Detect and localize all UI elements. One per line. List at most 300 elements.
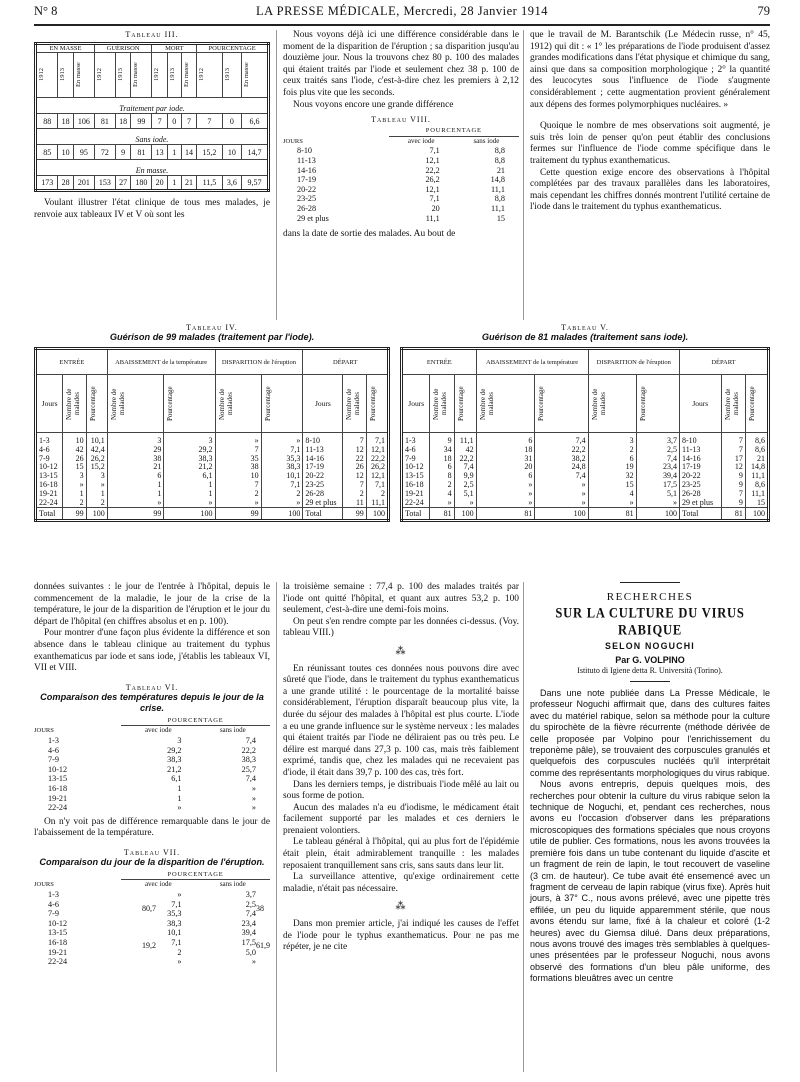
journal-title: LA PRESSE MÉDICALE, Mercredi, 28 Janvier 1914 xyxy=(256,4,548,18)
sub-header xyxy=(215,375,261,433)
table-7-title: Tableau VII. xyxy=(123,847,181,857)
sub-header: Jours xyxy=(36,375,63,433)
table-cell: 100 xyxy=(535,508,588,521)
table-cell: 11-13 xyxy=(303,446,343,455)
table-cell: 7-9 xyxy=(402,455,430,464)
col-header: ENTRÉE xyxy=(402,349,477,375)
sub-header-label: Nombre de malades xyxy=(345,387,362,420)
table-cell: 17-19 xyxy=(297,175,317,185)
table-cell: 7,1 xyxy=(429,146,440,156)
table-cell: 7 xyxy=(721,490,745,499)
article-institute: Istituto di Igiene detta R. Università (Torino). xyxy=(577,666,723,675)
table-8 xyxy=(283,126,519,223)
table-cell: 26 xyxy=(63,455,86,464)
table-cell: 22,2 xyxy=(454,455,476,464)
table-cell: 8,6 xyxy=(745,433,768,446)
table-cell: 38 xyxy=(215,463,261,472)
table-cell: 15 xyxy=(63,463,86,472)
sub-header xyxy=(366,375,388,433)
group-sum: 19,2 xyxy=(142,940,156,950)
table-cell: 11,1 xyxy=(454,433,476,446)
table-row xyxy=(34,890,270,900)
table-cell: 38 xyxy=(107,455,164,464)
sub-header xyxy=(430,375,454,433)
sub-header-label: Pourcentage xyxy=(88,386,97,421)
table-cell: 2 xyxy=(177,947,182,957)
table-cell: 26,2 xyxy=(86,455,107,464)
table-6-subtitle: Comparaison des températures depuis le jour de la crise. xyxy=(40,691,264,713)
sub-header-label: Nombre de malades xyxy=(217,387,234,420)
col-header: DISPARITION de l'éruption xyxy=(215,349,303,375)
table-cell: 81 xyxy=(94,114,115,129)
table-cell: 12,1 xyxy=(366,472,388,481)
table-cell: 2,5 xyxy=(454,481,476,490)
column-2-bottom xyxy=(283,582,519,954)
sub-header-label: Pourcentage xyxy=(747,386,756,421)
table-cell: 14-16 xyxy=(303,455,343,464)
sub-header xyxy=(242,53,269,98)
table-row xyxy=(34,919,270,929)
col-header: avec iode xyxy=(144,880,172,889)
group-header: EN MASSE xyxy=(36,44,95,53)
sub-header-label: Pourcentage xyxy=(638,386,647,421)
table-cell: 19 xyxy=(588,463,636,472)
sub-header-label: 1913 xyxy=(223,68,231,82)
table-cell: 22-24 xyxy=(36,499,63,508)
table-cell: 19-21 xyxy=(36,490,63,499)
sub-header: Jours xyxy=(679,375,721,433)
table-cell: 2 xyxy=(63,499,86,508)
table-row xyxy=(36,176,269,191)
table-cell: 7 xyxy=(215,481,261,490)
table-cell: 7,4 xyxy=(245,735,256,745)
table-cell: 11,1 xyxy=(490,203,505,213)
table-cell: 34 xyxy=(430,446,454,455)
sub-header-label: En masse xyxy=(243,62,251,88)
table-cell: 8,8 xyxy=(494,146,505,156)
col-header: ABAISSEMENT de la température xyxy=(107,349,215,375)
table-cell: 99 xyxy=(131,114,152,129)
table-cell: 100 xyxy=(86,508,107,521)
table-cell: 5,1 xyxy=(454,490,476,499)
sub-header xyxy=(476,375,535,433)
table-cell: 1 xyxy=(177,793,182,803)
table-cell: 17,5 xyxy=(241,938,256,948)
table-cell: » xyxy=(164,499,215,508)
table-cell: 2 xyxy=(215,490,261,499)
table-cell: 29 et plus xyxy=(679,499,721,508)
text-paragraph: On n'y voit pas de différence remarquable dans le jour de l'abaissement de la température. xyxy=(34,816,270,839)
table-cell: 17-19 xyxy=(303,463,343,472)
page-number: 79 xyxy=(757,4,770,18)
table-cell: 19-21 xyxy=(48,793,68,803)
table-cell: 7 xyxy=(343,481,366,490)
table-cell: 2 xyxy=(366,490,388,499)
col-header: sans iode xyxy=(219,880,246,889)
table-cell: 10 xyxy=(222,145,241,160)
table-cell: 39,4 xyxy=(636,472,679,481)
table-6-title: Tableau VI. xyxy=(125,682,179,692)
text-paragraph: La surveillance attentive, qu'exige ordinairement cette maladie, n'était pas nécessaire. xyxy=(283,872,519,894)
table-cell: 12 xyxy=(343,446,366,455)
table-cell: 7,1 xyxy=(366,433,388,446)
table-cell: 81 xyxy=(131,145,152,160)
table-8-title: Tableau VIII. xyxy=(371,115,431,125)
table-row xyxy=(34,803,270,813)
sub-header xyxy=(152,53,167,98)
table-cell: 31 xyxy=(476,455,535,464)
sub-header-label: 1912 xyxy=(198,68,206,82)
table-cell: 11,5 xyxy=(197,176,222,191)
table-cell: 16-18 xyxy=(402,481,430,490)
total-row xyxy=(402,508,769,521)
table-cell: 14,8 xyxy=(490,175,505,185)
table-cell: 18 xyxy=(58,114,73,129)
table-cell: Total xyxy=(402,508,430,521)
sub-header-label: Pourcentage xyxy=(263,386,272,421)
table-3 xyxy=(34,42,270,192)
table-cell: 5,1 xyxy=(636,490,679,499)
table-cell: 23-25 xyxy=(303,481,343,490)
sub-header xyxy=(167,53,181,98)
table-row xyxy=(34,794,270,804)
text-paragraph: données suivantes : le jour de l'entrée à l'hôpital, depuis le commencement de la maladie, le jour de la crise de la température, le jour de la disparition de l'éruption et le jour du départ de l'hôpital (en chiffres absolus et en p. 100). xyxy=(34,582,270,627)
table-cell: » xyxy=(215,433,261,446)
table-cell: 106 xyxy=(73,114,94,129)
table-cell: 42 xyxy=(63,446,86,455)
table-cell: 35,3 xyxy=(261,455,303,464)
total-row xyxy=(36,508,389,521)
table-5 xyxy=(400,347,770,522)
table-cell: 22-24 xyxy=(48,803,68,813)
table-cell: 4-6 xyxy=(48,899,59,909)
sub-header-label: En masse xyxy=(74,62,82,88)
table-3-block xyxy=(34,30,270,221)
sub-header-label: 1912 xyxy=(38,68,45,82)
table-cell: 7 xyxy=(721,446,745,455)
table-cell: 7,1 xyxy=(366,481,388,490)
table-cell: 16-18 xyxy=(48,938,68,948)
table-cell: 42 xyxy=(454,446,476,455)
table-cell: 99 xyxy=(215,508,261,521)
table-cell: 10 xyxy=(58,145,73,160)
table-cell: 6 xyxy=(476,433,535,446)
table-cell: 12,1 xyxy=(366,446,388,455)
text-paragraph: Nous voyons déjà ici une différence considérable dans le moment de la disparition de l'éruption ; sa disparition jusqu'au douzième jour. Nous la trouvons chez 80 p. 100 des malades qui étaient traités par l'iode et seulement chez 38 p. 100 de ceux traités sans l'iode, c'est-à-dire chez les premiers à 2,12 fois plus vite que les seconds. xyxy=(283,30,519,98)
table-cell: 81 xyxy=(588,508,636,521)
table-cell: 21,2 xyxy=(164,463,215,472)
table-cell: 85 xyxy=(36,145,58,160)
section-separator: ⁂ xyxy=(395,645,407,657)
table-cell: 23-25 xyxy=(679,481,721,490)
column-divider xyxy=(276,30,277,320)
table-cell: 7-9 xyxy=(48,755,59,765)
table-cell: 9,9 xyxy=(454,472,476,481)
table-cell: 29,2 xyxy=(164,446,215,455)
text-paragraph: Pour montrer d'une façon plus évidente la différence et son absence dans le tableau clinique au traitement du typhus exanthematicus par iode et sans iode, j'établis les tableaux VI, VII et VIII. xyxy=(34,628,270,674)
table-cell: 4-6 xyxy=(402,446,430,455)
text-paragraph: Dans une note publiée dans La Presse Médicale, le professeur Noguchi affirmait que, dans des cultures faites avec du matériel rabique, selon sa méthode pour la culture du spirochète de la fièvre récurrente (méthode dérivée de celle proposée par Volpino pour l'enrichissement du treponème pâle), se trouvaient des corpuscules granulés et quelquefois des corpuscules nucléés qu'il interprétait comme des représentants morphologiques du virus rabique. xyxy=(530,688,770,778)
table-cell: 10,1 xyxy=(86,433,107,446)
table-cell: 26-28 xyxy=(679,490,721,499)
table-cell: 10-12 xyxy=(36,463,63,472)
table-cell: 100 xyxy=(454,508,476,521)
table-cell: 17-19 xyxy=(679,463,721,472)
sub-header-label: Pourcentage xyxy=(368,386,377,421)
sub-header xyxy=(745,375,768,433)
table-cell: 100 xyxy=(366,508,388,521)
article-kicker: RECHERCHES xyxy=(606,591,694,603)
table-cell: 22,2 xyxy=(535,446,588,455)
table-cell: 32 xyxy=(588,472,636,481)
group-header: POURCENTAGE xyxy=(197,44,269,53)
table-cell: 22 xyxy=(343,455,366,464)
col-header: sans iode xyxy=(219,726,246,735)
table-cell: 1-3 xyxy=(48,735,59,745)
table-cell: » xyxy=(476,499,535,508)
table-cell: 17 xyxy=(721,455,745,464)
table-cell: 7,1 xyxy=(171,899,182,909)
table-cell: 11-13 xyxy=(297,155,316,165)
sub-header-label: Nombre de malades xyxy=(65,387,82,420)
table-cell: 1 xyxy=(177,783,182,793)
table-cell: 8-10 xyxy=(297,146,313,156)
table-cell: 12 xyxy=(721,463,745,472)
sub-header: Jours xyxy=(303,375,343,433)
table-cell: 21 xyxy=(496,165,505,175)
sub-header xyxy=(454,375,476,433)
table-cell: » xyxy=(86,481,107,490)
table-row xyxy=(34,736,270,746)
sub-header-label: 1912 xyxy=(153,68,161,82)
table-cell: 21,2 xyxy=(167,764,182,774)
table-cell: 14 xyxy=(181,145,196,160)
header-rule xyxy=(34,24,770,26)
table-cell: 13 xyxy=(152,145,167,160)
table-cell: 11,1 xyxy=(490,184,505,194)
col-header: DÉPART xyxy=(303,349,389,375)
table-cell: 6 xyxy=(430,463,454,472)
table-cell: 15,2 xyxy=(197,145,222,160)
section-label: Traitement par iode. xyxy=(36,98,269,114)
text-paragraph: dans la date de sortie des malades. Au bout de xyxy=(283,229,456,240)
table-cell: 8,8 xyxy=(494,194,505,204)
table-cell: 13-15 xyxy=(402,472,430,481)
table-cell: 20-22 xyxy=(297,184,317,194)
table-cell: 7-9 xyxy=(36,455,63,464)
table-cell: 8,6 xyxy=(745,481,768,490)
table-cell: 3 xyxy=(86,472,107,481)
text-paragraph: Quoique le nombre de mes observations soit augmenté, je suis très loin de penser qu'on peut établir des conclusions fermes sur l'influence de l'iode comme spécifique dans le traitement du typhus exanthematicus. xyxy=(530,121,770,166)
table-cell: 20-22 xyxy=(679,472,721,481)
table-4-title: Tableau IV. xyxy=(186,323,238,332)
table-cell: 15 xyxy=(588,481,636,490)
table-cell: 38,3 xyxy=(167,918,182,928)
sub-header-label: 1912 xyxy=(95,68,103,82)
table-cell: 11,1 xyxy=(366,499,388,508)
table-cell: 7,4 xyxy=(245,909,256,919)
table-cell: » xyxy=(430,499,454,508)
table-cell: » xyxy=(63,481,86,490)
table-cell: 19-21 xyxy=(48,947,68,957)
table-cell: 10-12 xyxy=(48,764,68,774)
table-cell: » xyxy=(535,490,588,499)
table-cell: 7 xyxy=(197,114,222,129)
table-cell: 7,1 xyxy=(429,194,440,204)
table-cell: 28 xyxy=(58,176,73,191)
col-header: DÉPART xyxy=(679,349,768,375)
table-row xyxy=(283,194,519,204)
table-cell: 18 xyxy=(476,446,535,455)
sub-header-row xyxy=(402,375,769,433)
table-row xyxy=(34,746,270,756)
table-cell: 3 xyxy=(177,735,182,745)
table-cell: 81 xyxy=(721,508,745,521)
table-row xyxy=(34,928,270,938)
table-cell: » xyxy=(177,890,182,900)
table-cell: » xyxy=(476,490,535,499)
table-cell: 2,5 xyxy=(245,899,256,909)
table-cell: 3 xyxy=(588,433,636,446)
table-6 xyxy=(34,716,270,813)
col-header: JOURS xyxy=(283,137,303,145)
table-cell: 18 xyxy=(430,455,454,464)
table-cell: 15 xyxy=(496,213,505,223)
table-cell: 23,4 xyxy=(636,463,679,472)
table-cell: 3 xyxy=(107,433,164,446)
table-cell: 22,2 xyxy=(425,165,440,175)
table-cell: 10 xyxy=(215,472,261,481)
sub-header xyxy=(63,375,86,433)
table-cell: 7,1 xyxy=(261,446,303,455)
table-cell: 1 xyxy=(167,176,181,191)
sub-header: Jours xyxy=(402,375,430,433)
table-row xyxy=(283,185,519,195)
table-cell: 1 xyxy=(164,490,215,499)
table-cell: 7,4 xyxy=(454,463,476,472)
table-cell: 18 xyxy=(115,114,130,129)
table-cell: 180 xyxy=(131,176,152,191)
table-cell: 11 xyxy=(343,499,366,508)
table-cell: 29 et plus xyxy=(297,213,329,223)
table-cell: Total xyxy=(303,508,343,521)
table-cell: Total xyxy=(679,508,721,521)
table-cell: » xyxy=(535,499,588,508)
table-cell: 100 xyxy=(636,508,679,521)
table-cell: 4-6 xyxy=(48,745,59,755)
table-cell: » xyxy=(215,499,261,508)
table-cell: 15,2 xyxy=(86,463,107,472)
table-cell: 153 xyxy=(94,176,115,191)
group-sum: 38 xyxy=(256,903,264,913)
table-cell: 7 xyxy=(721,433,745,446)
table-cell: 7 xyxy=(181,114,196,129)
table-cell: 13-15 xyxy=(36,472,63,481)
text-paragraph: Aucun des malades n'a eu d'iodisme, le médicament était facilement supporté par les malades et ces derniers le prenaient volontiers. xyxy=(283,802,519,836)
table-cell: 4-6 xyxy=(36,446,63,455)
column-2-top xyxy=(283,30,519,241)
table-cell: 81 xyxy=(430,508,454,521)
col-header: avec iode xyxy=(407,136,435,145)
table-cell: 8-10 xyxy=(679,433,721,446)
text-paragraph: En réunissant toutes ces données nous pouvons dire avec sûreté que l'iode, dans le traitement du typhus exanthematicus a une grande utilité : le pourcentage de la mortalité baisse considérablement, l'éruption disparaît beaucoup plus vite, la durée du séjour des malades à l'hôpital est plus courte. L'iode a eu une grande influence sur le système nerveux : les malades qui étaient traités par l'iode ne déliraient pas ou très peu. Le délire est marqué dans 27,3 p. 100 cas, mais très faiblement exprimé, tandis que, chez les malades qui ne recevaient pas d'iode, il était dans 39,7 p. 100 des cas, très fort. xyxy=(283,663,519,778)
table-cell: 22,2 xyxy=(241,745,256,755)
table-cell: 173 xyxy=(36,176,58,191)
table-cell: 0 xyxy=(167,114,181,129)
sub-header-label: 1913 xyxy=(168,68,176,82)
table-cell: 38,3 xyxy=(164,455,215,464)
table-cell: 15 xyxy=(745,499,768,508)
table-cell: 7,1 xyxy=(261,481,303,490)
table-cell: 38,3 xyxy=(167,755,182,765)
table-cell: 21 xyxy=(181,176,196,191)
table-row xyxy=(34,755,270,765)
table-cell: 72 xyxy=(94,145,115,160)
section-label: En masse. xyxy=(36,160,269,176)
table-cell: 38,3 xyxy=(241,755,256,765)
table-cell: 38,3 xyxy=(261,463,303,472)
sub-header xyxy=(222,53,241,98)
table-row xyxy=(36,499,389,508)
text-paragraph: On peut s'en rendre compte par les données ci-dessus. (Voy. tableau VIII.) xyxy=(283,616,519,639)
table-cell: 22-24 xyxy=(48,957,68,967)
table-cell: » xyxy=(251,803,256,813)
table-row xyxy=(283,146,519,156)
sub-header-label: Nombre de malades xyxy=(723,387,740,420)
table-cell: 7,4 xyxy=(245,774,256,784)
column-1-bottom xyxy=(34,582,270,967)
sub-header xyxy=(107,375,164,433)
sub-header xyxy=(181,53,196,98)
table-cell: 24,8 xyxy=(535,463,588,472)
table-cell: » xyxy=(535,481,588,490)
table-cell: 6,6 xyxy=(242,114,269,129)
table-cell: 27 xyxy=(115,176,130,191)
table-row xyxy=(36,145,269,160)
group-sum: 80,7 xyxy=(142,903,156,913)
sub-header xyxy=(197,53,222,98)
table-cell: 10,1 xyxy=(261,472,303,481)
col-header: DISPARITION de l'éruption xyxy=(588,349,679,375)
sub-header xyxy=(86,375,107,433)
table-5-subtitle: Guérison de 81 malades (traitement sans iode). xyxy=(481,332,689,342)
sub-header-row xyxy=(36,375,389,433)
table-cell: 19-21 xyxy=(402,490,430,499)
column-divider xyxy=(523,30,524,320)
section-label: Sans iode. xyxy=(36,129,269,145)
text-paragraph: Voulant illustrer l'état clinique de tous mes malades, je renvoie aux tableaux IV et V où sont les xyxy=(34,198,270,220)
table-cell: » xyxy=(454,499,476,508)
table-cell: 29 et plus xyxy=(303,499,343,508)
sub-header-label: Nombre de malades xyxy=(590,387,607,420)
table-3-title: Tableau III. xyxy=(125,30,179,39)
article-top-rule xyxy=(620,582,680,583)
table-cell: 9 xyxy=(430,433,454,446)
pct-header: POURCENTAGE xyxy=(121,870,270,880)
table-cell: 1 xyxy=(107,490,164,499)
table-cell: 26,2 xyxy=(425,175,440,185)
table-cell: 2 xyxy=(430,481,454,490)
sub-header-label: 1913 xyxy=(116,68,124,82)
sub-header xyxy=(131,53,152,98)
table-cell: 2 xyxy=(261,490,303,499)
table-cell: 7 xyxy=(152,114,167,129)
article-rabies xyxy=(530,582,770,985)
col-header: ENTRÉE xyxy=(36,349,108,375)
text-paragraph: la troisième semaine : 77,4 p. 100 des malades traités par l'iode ont quitté l'hôpital, et quant aux autres 53,2 p. 100 seulement, c'est-à-dire une demi-fois moins. xyxy=(283,582,519,616)
table-7 xyxy=(34,870,270,967)
sub-header xyxy=(115,53,130,98)
